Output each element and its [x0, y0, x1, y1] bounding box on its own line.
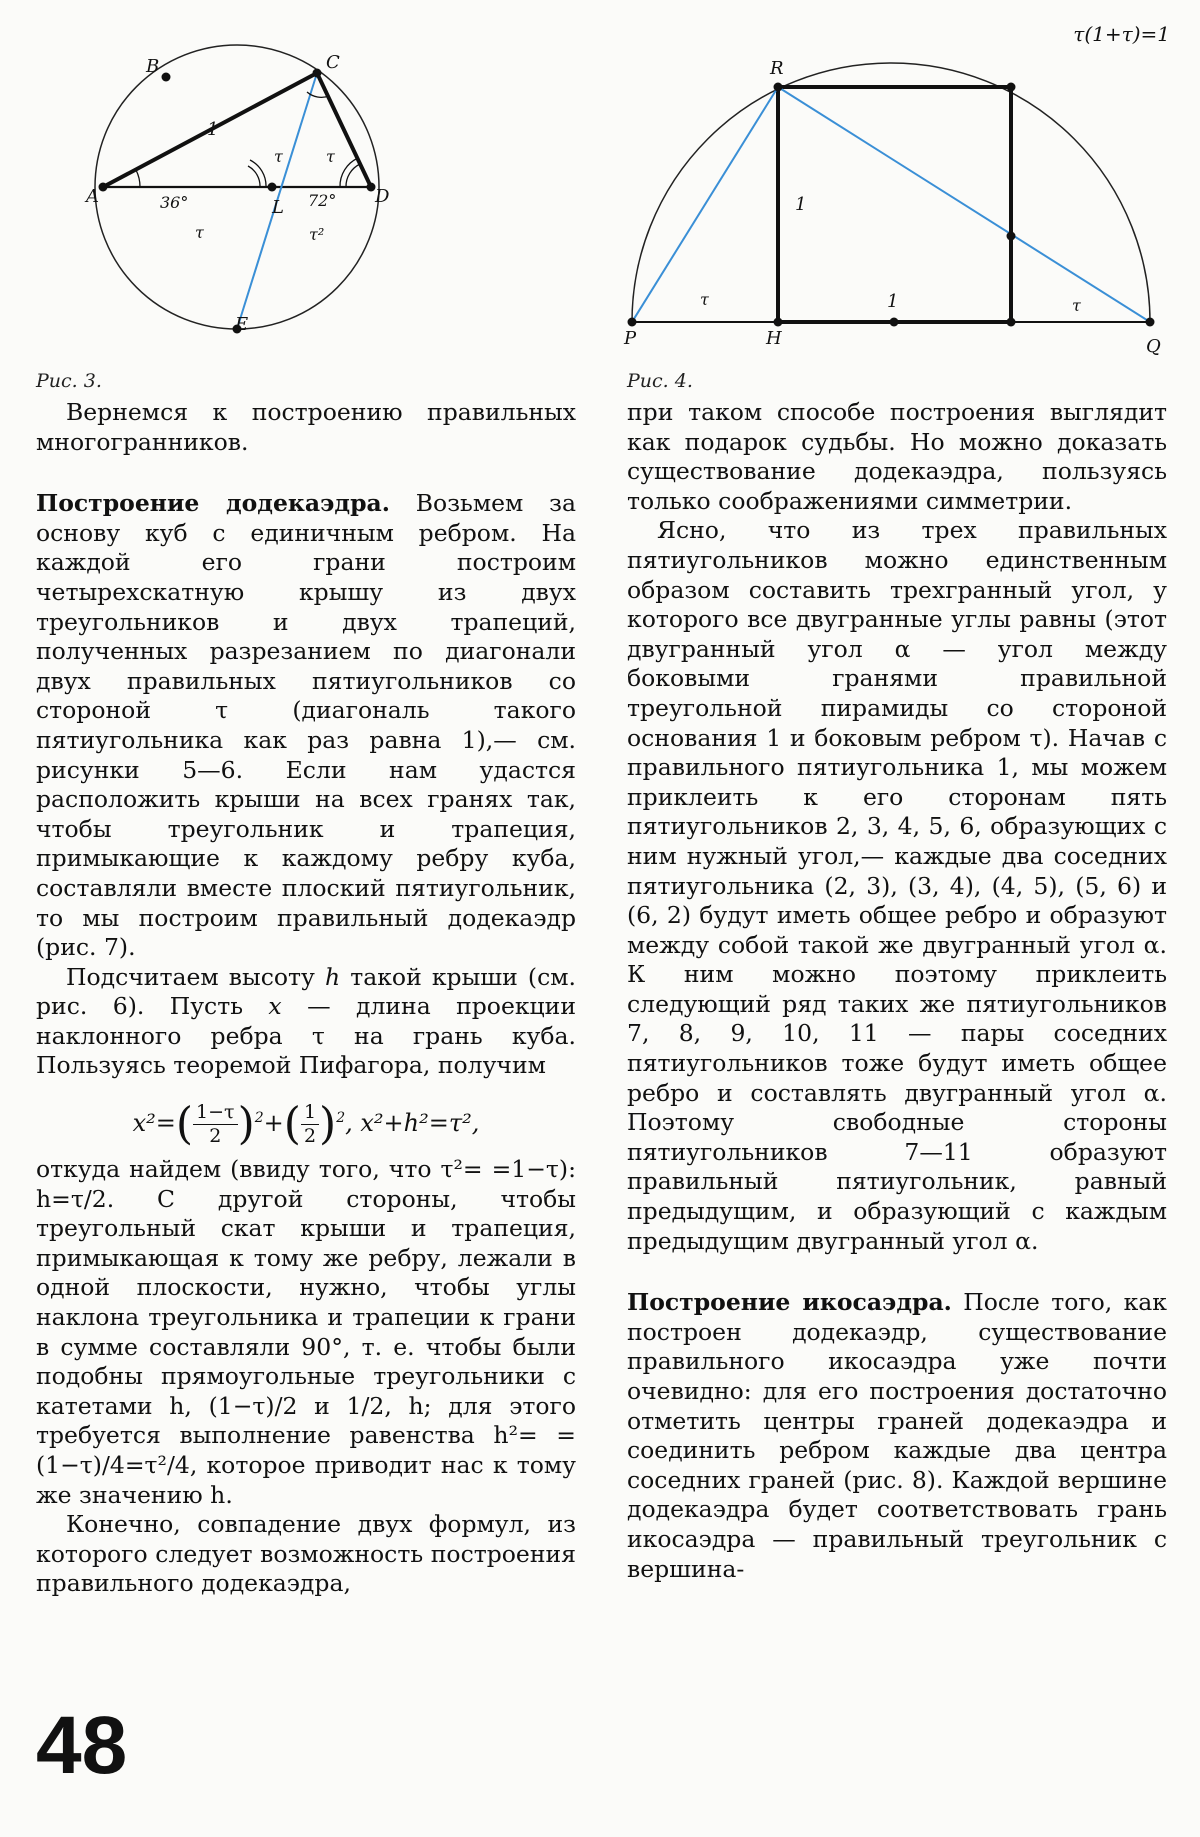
heading-dodecahedron: Построение додекаэдра. [36, 489, 390, 518]
fraction-2-numerator: 1 [301, 1101, 319, 1125]
top-formula: τ(1+τ)=1 [1073, 22, 1170, 46]
point-P [628, 318, 637, 327]
point-A [99, 183, 108, 192]
point-intersection [1007, 232, 1016, 241]
fraction-2-denominator: 2 [303, 1125, 317, 1148]
label-tau-right: τ [1072, 296, 1081, 315]
fraction-1-numerator: 1−τ [193, 1101, 238, 1125]
figure-4 [620, 35, 1170, 360]
label-Q: Q [1146, 336, 1161, 357]
exp-2: 2 [336, 1110, 346, 1127]
paren-close-2: ) [319, 1098, 337, 1150]
paragraph-derivation: откуда найдем (ввиду того, что τ²= =1−τ): h=τ/2. С другой стороны, чтобы треугольный скат крыши и трапеция, примыкающая к тому же ребру, лежали в одной плоскости, нужно, чтобы углы наклона треугольника и трапеции к грани в сумме составляли 90°, т. е. чтобы были подобны прямоугольные треугольники с катетами h, (1−τ)/2 и 1/2, h; для этого требуется выполнение равенства h²= =(1−τ)/4=τ²/4, которое приводит нас к тому же значению h. [36, 1155, 576, 1509]
label-tau-CD: τ [326, 147, 335, 166]
paren-open-2: ( [283, 1098, 301, 1150]
label-A: A [86, 186, 99, 207]
fraction-2 [301, 1101, 319, 1148]
text-height-a: Подсчитаем высоту [66, 962, 325, 991]
label-tau-CL: τ [274, 147, 283, 166]
segment-RQ [778, 87, 1150, 322]
angle-L-arc-1 [248, 166, 260, 187]
paragraph-symmetry: Ясно, что из трех правильных пятиугольников можно единственным образом составить трехгранный угол, у которого все двугранные углы равны (этот двугранный угол α — угол между боковыми гранями правильной треугольной пирамиды со стороной основания 1 и боковым ребром τ). Начав с правильного пятиугольника 1, мы можем приклеить к его сторонам пять пятиугольников 2, 3, 4, 5, 6, образующих с ним нужный угол,— каждые два соседних пятиугольника (2, 3), (3, 4), (4, 5), (5, 6) и (6, 2) будут иметь общее ребро и образуют между собой такой же двугранный угол α. К ним можно поэтому приклеить следующий ряд таких же пятиугольников 7, 8, 9, 10, 11 — пары соседних пятиугольников тоже будут иметь общее ребро и составлять двугранный угол α. Поэтому свободные стороны пятиугольников 7—11 образуют правильный пятиугольник, равный предыдущим, и образующий с каждым предыдущим двугранный угол α. [627, 516, 1167, 1255]
paragraph-dodecahedron [36, 489, 576, 963]
paragraph-gift: при таком способе построения выглядит как подарок судьбы. Но можно доказать существование додекаэдра, пользуясь только соображениями симметрии. [627, 398, 1167, 515]
right-column [627, 398, 1167, 1584]
text-dodecahedron: Возьмем за основу куб с единичным ребром. На каждой его грани построим четырехскатную крышу из двух треугольников и двух трапеций, полученных разрезанием по диагонали двух правильных пятиугольников со стороной τ (диагональ такого пятиугольника как раз равна 1),— см. рисунки 5—6. Если нам удастся расположить крыши на всех гранях так, чтобы треугольник и трапеция, примыкающие к каждому ребру куба, составляли вместе плоский пятиугольник, то мы построим правильный додекаэдр (рис. 7). [36, 489, 576, 962]
formula-x2: x²= [132, 1109, 176, 1138]
paragraph-height [36, 963, 576, 1081]
paren-close-1: ) [237, 1098, 255, 1150]
unit-square [778, 87, 1011, 322]
label-one-horizontal: 1 [887, 291, 899, 312]
pythagoras-formula [36, 1081, 576, 1155]
point-L [268, 183, 277, 192]
fraction-1-denominator: 2 [209, 1125, 222, 1148]
fraction-1 [193, 1101, 238, 1148]
text-height-c: — длина проекции наклонного ребр⁠а τ на грань куба. Пользуясь теоремой Пифагора, получим [36, 992, 576, 1080]
angle-36-arc [136, 170, 140, 187]
label-angle-72: 72° [308, 191, 337, 210]
label-angle-36: 36° [160, 193, 189, 212]
figure-3-caption: Рис. 3. [36, 370, 102, 392]
paragraph-coincidence: Конечно, совпадение двух формул, из которого следует возможность построения правильного додекаэдра, [36, 1510, 576, 1598]
figure-3-diagram [80, 35, 400, 345]
left-column [36, 398, 576, 1599]
text-height-b: такой крыши (см. рис. 6). Пусть [36, 962, 576, 1021]
var-h: h [324, 962, 341, 991]
label-D: D [375, 186, 390, 207]
label-one: 1 [207, 119, 219, 140]
label-P: P [624, 328, 637, 349]
segment-PR [632, 87, 778, 322]
point-R [774, 83, 783, 92]
point-mid [890, 318, 899, 327]
label-L: L [272, 197, 284, 218]
point-C [313, 69, 322, 78]
paragraph-icosahedron [627, 1288, 1167, 1584]
label-E: E [235, 314, 249, 335]
paren-open-1: ( [175, 1098, 194, 1150]
figure-3 [80, 35, 400, 345]
paragraph-return: Вернемся к построению правильных многогранников. [36, 398, 576, 456]
angle-L-arc-2 [250, 160, 266, 187]
label-one-vertical: 1 [795, 194, 807, 215]
point-H [774, 318, 783, 327]
formula-plus: + [263, 1109, 284, 1138]
point-square-corner [1007, 318, 1016, 327]
label-tau-AL: τ [195, 223, 204, 242]
label-B: B [146, 56, 160, 77]
page-number: 48 [36, 1700, 128, 1791]
label-tau-squared: τ² [309, 225, 325, 244]
semicircle [632, 63, 1150, 322]
var-x: x [268, 992, 282, 1021]
heading-icosahedron: Построение икосаэдра. [627, 1288, 952, 1317]
point-B [162, 73, 171, 82]
point-Q [1146, 318, 1155, 327]
label-R: R [770, 58, 784, 79]
point-top-right [1007, 83, 1016, 92]
label-H: H [766, 328, 782, 349]
figure-4-caption: Рис. 4. [627, 370, 693, 392]
label-C: C [326, 52, 340, 73]
figure-4-diagram [620, 35, 1170, 360]
exp-1: 2 [254, 1110, 264, 1127]
angle-72-arc-1 [346, 164, 360, 187]
label-tau-left: τ [700, 290, 709, 309]
text-icosahedron: После того, как построен додекаэдр, существование правильного икосаэдра уже почти очевидно: для его построения достаточно отметить центры граней додекаэдра и соединить ребром каждые два центра соседних граней (рис. 8). Каждой вершине додекаэдра будет соответствовать грань икосаэдра — правильный треугольник с вершина- [627, 1288, 1167, 1583]
formula-tail: , x²+h²=τ², [345, 1109, 480, 1138]
angle-72-arc-2 [340, 158, 358, 187]
